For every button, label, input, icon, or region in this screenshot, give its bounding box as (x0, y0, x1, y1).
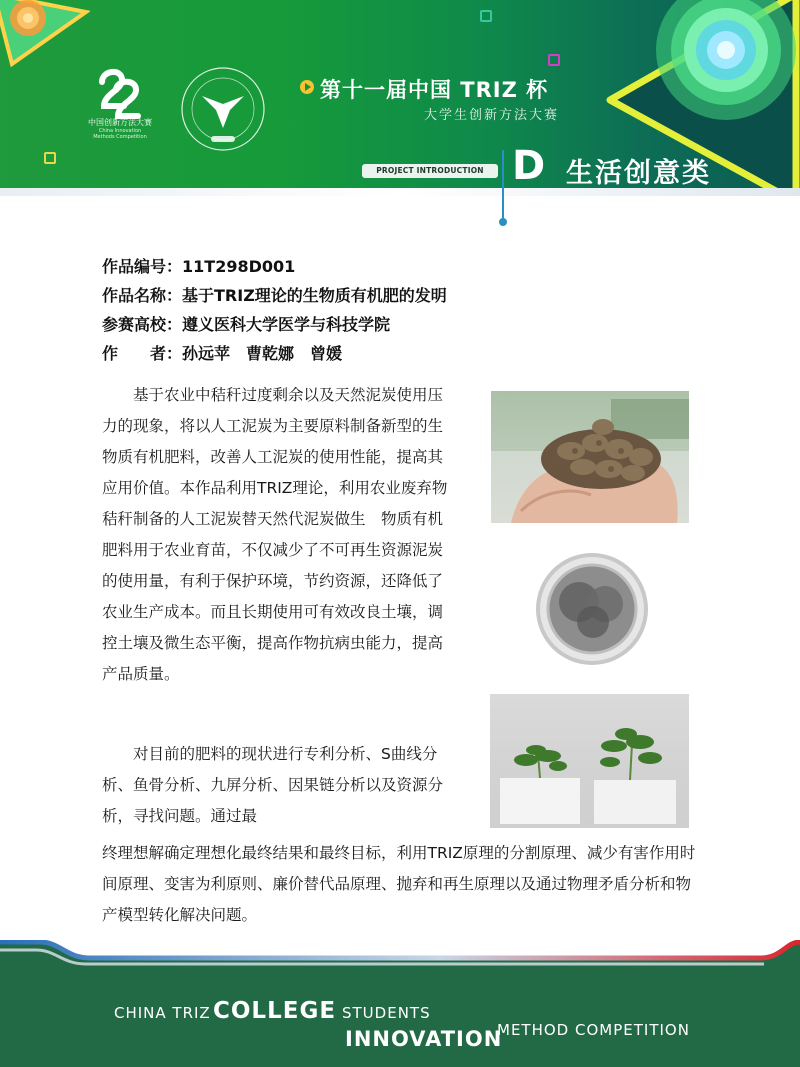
category-name: 生活创意类 (566, 158, 711, 188)
cimc-name: 中国创新方法大赛 (88, 118, 152, 127)
footer-college: COLLEGE (213, 998, 337, 1024)
photo-seedlings (490, 694, 689, 828)
description-paragraph-2: 对目前的肥料的现状进行专利分析、S曲线分析、鱼骨分析、九屏分析、因果链分析以及资源分析，寻找问题。通过最 (102, 745, 444, 825)
play-icon (300, 80, 314, 94)
photo-petri-dish (509, 546, 675, 674)
category-line (502, 150, 504, 222)
header-banner (0, 0, 800, 188)
info-value: 基于TRIZ理论的生物质有机肥的发明 (182, 286, 447, 305)
cimc-logo-label (70, 118, 170, 140)
footer-china-triz: CHINA TRIZ (114, 1004, 211, 1022)
project-introduction-tag: PROJECT INTRODUCTION (362, 164, 498, 178)
category-dot (499, 218, 507, 226)
triz-emblem-icon (180, 66, 266, 152)
info-row-school (102, 310, 447, 339)
info-row-author (102, 339, 447, 368)
competition-title: 第十一届中国 TRIZ 杯 (320, 78, 549, 102)
decorative-square (548, 54, 560, 66)
decorative-triangle-left (0, 0, 90, 70)
decorative-square (480, 10, 492, 22)
info-value: 遵义医科大学医学与科技学院 (182, 315, 391, 334)
info-row-name (102, 281, 447, 310)
competition-subtitle: 大学生创新方法大赛 (424, 108, 560, 123)
decorative-square (44, 152, 56, 164)
cimc-name-en: China Innovation (98, 128, 142, 134)
footer-innovation: INNOVATION (345, 1027, 503, 1051)
info-value: 11T298D001 (182, 257, 296, 276)
category-letter: D (512, 143, 546, 188)
project-info (102, 252, 447, 368)
info-label: 作 者： (102, 344, 183, 363)
info-label: 作品名称： (102, 286, 183, 305)
photo-peat-in-hands (491, 391, 689, 523)
info-row-number (102, 252, 447, 281)
info-label: 参赛高校： (102, 315, 183, 334)
info-label: 作品编号： (102, 257, 183, 276)
cimc-name-en: Methods Competition (93, 134, 147, 140)
description-paragraph-3: 终理想解确定理想化最终结果和最终目标，利用TRIZ原理的分割原理、减少有害作用时间原理、变害为利原则、廉价替代品原理、抛弃和再生原理以及通过物理矛盾分析和物产模型转化解决问题。 (102, 844, 696, 924)
description-paragraph-1: 基于农业中秸秆过度剩余以及天然泥炭使用压力的现象，将以人工泥炭为主要原料制备新型的生物质有机肥料，改善人工泥炭的使用性能，提高其应用价值。本作品利用TRIZ理论，利用农业废弃物秸秆制备的人工泥炭替天然代泥炭做生 物质有机肥料用于农业育苗，不仅减少了不可再生资源泥炭的使用量，有利于保护环境，节约资源，还降低了农业生产成本。而且长期使用可有效改良土壤，调控土壤及微生态平衡，提高作物抗病虫能力，提高产品质量。 (102, 386, 448, 683)
header-divider (0, 188, 800, 196)
footer-method-competition: METHOD COMPETITION (497, 1021, 690, 1039)
footer-students: STUDENTS (342, 1004, 431, 1022)
info-value: 孙远苹 曹乾娜 曾媛 (182, 344, 343, 363)
